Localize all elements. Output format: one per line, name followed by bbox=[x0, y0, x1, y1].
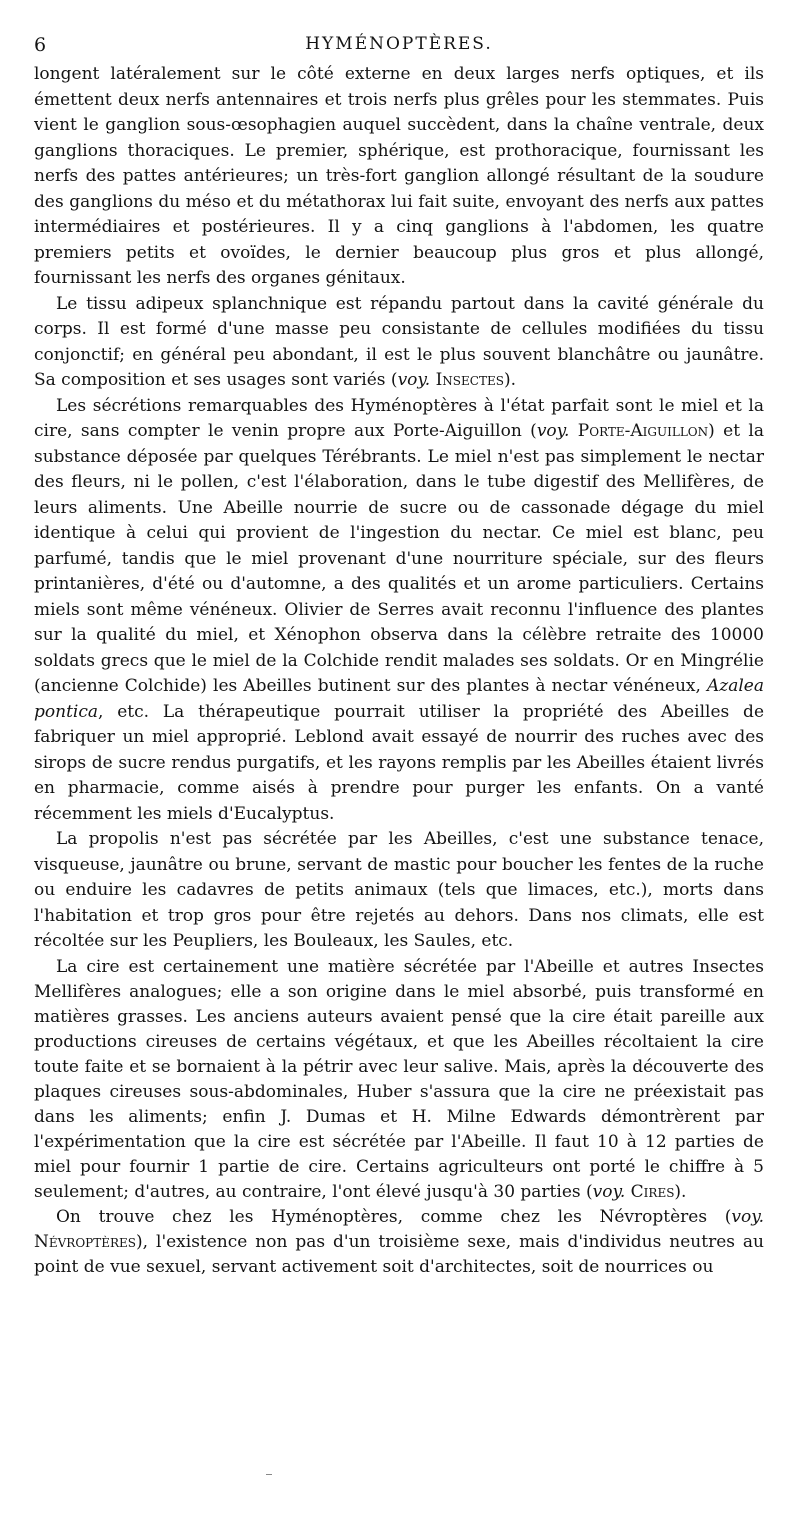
page-body bbox=[34, 62, 764, 1280]
paragraph-text: La cire est certainement une matière sécrétée par l'Abeille et autres Insectes Mellifères analogues; elle a son origine dans le miel absorbé, puis transformé en matières grasses. Les anciens auteurs avaient pensé que la cire était pareille aux productions cireuses de certains végétaux, et que les Abeilles récoltaient la cire toute faite et se bornaient à la pétrir avec leur salive. Mais, après la découverte des plaques cireuses sous-abdominales, Huber s'assura que la cire ne préexistait pas dans les aliments; enfin J. Dumas et H. Milne Edwards démontrèrent par l'expérimentation que la cire est sécrétée par l'Abeille. Il faut 10 à 12 parties de miel pour fournir 1 partie de cire. Certains agriculteurs ont porté le chiffre à 5 seulement; d'autres, au contraire, l'ont élevé jusqu'à 30 parties ( bbox=[34, 956, 764, 1202]
running-title: HYMÉNOPTÈRES. bbox=[305, 34, 493, 54]
cross-reference: Cires bbox=[630, 1181, 675, 1202]
cross-reference: Névroptères bbox=[34, 1231, 137, 1252]
page-header bbox=[34, 28, 764, 58]
paragraph-adipose-tissue bbox=[34, 292, 764, 394]
paragraph-text: Les sécrétions remarquables des Hyménoptères à l'état parfait sont le miel et la cire, sans compter le venin propre aux Porte-Aiguillon ( bbox=[34, 395, 764, 441]
cross-reference: Porte-Aiguillon bbox=[577, 421, 709, 441]
voy-abbrev: voy. bbox=[536, 421, 570, 441]
voy-abbrev: voy. bbox=[731, 1206, 764, 1227]
paragraph-text: longent latéralement sur le côté externe en deux larges nerfs optiques, et ils émettent deux nerfs antennaires et trois nerfs plus grêles pour les stemmates. Puis vient le ganglion sous-œsophagien auquel succèdent, dans la chaîne ventrale, deux ganglions thoraciques. Le premier, sphérique, est prothoracique, fournissant les nerfs des pattes antérieures; un très-fort ganglion allongé résultant de la soudure des ganglions du méso et du métathorax lui fait suite, envoyant des nerfs aux pattes intermédiaires et postérieures. Il y a cinq ganglions à l'abdomen, les quatre premiers petits et ovoïdes, le dernier beaucoup plus gros et plus allongé, fournissant les nerfs des organes génitaux. bbox=[34, 64, 764, 288]
paragraph-neuters bbox=[34, 1205, 764, 1280]
paragraph-secretions-honey bbox=[34, 394, 764, 828]
voy-abbrev: voy. bbox=[397, 370, 431, 390]
paragraph-wax bbox=[34, 955, 764, 1205]
species-name: Azalea pontica bbox=[34, 676, 764, 722]
paragraph-text: Le tissu adipeux splanchnique est répandu partout dans la cavité générale du corps. Il est formé d'une masse peu consistante de cellules modifiées du tissu conjonctif; en général peu abondant, il est le plus souvent blanchâtre ou jaunâtre. Sa composition et ses usages sont variés ( bbox=[34, 293, 764, 390]
paragraph-nervous-system bbox=[34, 62, 764, 292]
paragraph-text: ). bbox=[674, 1181, 687, 1202]
paragraph-text: ) et la substance déposée par quelques Térébrants. Le miel n'est pas simplement le nectar des fleurs, ni le pollen, c'est l'élaboration, dans le tube digestif des Mellifères, de leurs aliments. Une Abeille nourrie de sucre ou de cassonade dégage du miel identique à celui qui provient de l'ingestion du nectar. Ce miel est blanc, peu parfumé, tandis que le miel provenant d'une nourriture spéciale, sur des fleurs printanières, d'été ou d'automne, a des qualités et un arome particuliers. Certains miels sont même vénéneux. Olivier de Serres avait reconnu l'influence des plantes sur la qualité du miel, et Xénophon observa dans la célèbre retraite des 10000 soldats grecs que le miel de la Colchide rendit malades ses soldats. Or en Mingrélie (ancienne Colchide) les Abeilles butinent sur des plantes à nectar vénéneux, bbox=[34, 421, 764, 696]
paragraph-text: , etc. La thérapeutique pourrait utiliser la propriété des Abeilles de fabriquer un miel approprié. Leblond avait essayé de nourrir des ruches avec des sirops de sucre rendus purgatifs, et les rayons remplis par les Abeilles étaient livrés en pharmacie, comme aisés à prendre pour purger les enfants. On a vanté récemment les miels d'Eucalyptus. bbox=[34, 701, 764, 824]
paragraph-propolis bbox=[34, 827, 764, 955]
voy-abbrev: voy. bbox=[592, 1181, 626, 1202]
paragraph-text: ). bbox=[503, 370, 516, 390]
page-number: 6 bbox=[34, 34, 47, 56]
paragraph-text: On trouve chez les Hyménoptères, comme chez les Névroptères ( bbox=[56, 1206, 732, 1227]
paragraph-text: La propolis n'est pas sécrétée par les Abeilles, c'est une substance tenace, visqueuse, jaunâtre ou brune, servant de mastic pour boucher les fentes de la ruche ou enduire les cadavres de petits animaux (tels que limaces, etc.), morts dans l'habitation et trop gros pour être rejetés au dehors. Dans nos climats, elle est récoltée sur les Peupliers, les Bouleaux, les Saules, etc. bbox=[34, 829, 764, 951]
footer-mark bbox=[266, 1474, 272, 1475]
cross-reference: Insectes bbox=[435, 370, 504, 390]
paragraph-text: ), l'existence non pas d'un troisième sexe, mais d'individus neutres au point de vue sexuel, servant activement soit d'architectes, soit de nourrices ou bbox=[34, 1231, 764, 1277]
